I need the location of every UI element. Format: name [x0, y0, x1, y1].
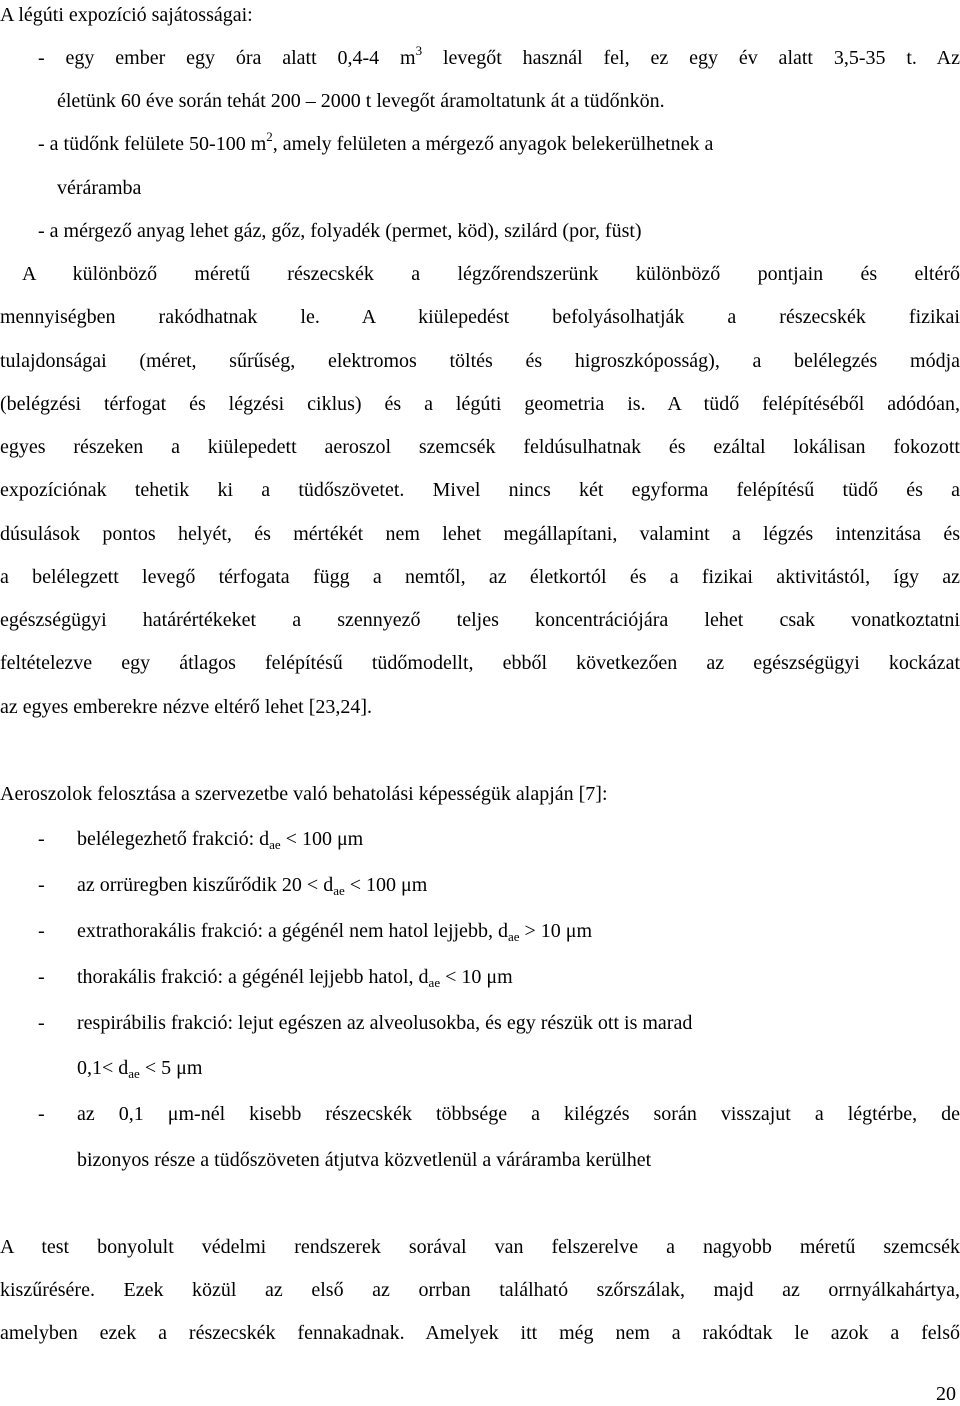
- paragraph1-line: (belégzési térfogat és légzési ciklus) és a légúti geometria is. A tüdő felépítéséből adódóan,: [0, 393, 960, 415]
- paragraph1-line: expozíciónak tehetik ki a tüdőszövetet. Mivel nincs két egyforma felépítésű tüdő és a: [0, 479, 960, 501]
- section-heading: A légúti expozíció sajátosságai:: [0, 4, 253, 26]
- intro-bullet-2-cont: véráramba: [57, 177, 142, 199]
- paragraph1-line: tulajdonságai (méret, sűrűség, elektromos töltés és higroszkóposság), a belélegzés módja: [0, 350, 960, 372]
- list-dash: -: [38, 966, 45, 988]
- paragraph1-line: egészségügyi határértékeket a szennyező teljes koncentrációjára lehet csak vonatkoztatni: [0, 609, 960, 631]
- document-page: A légúti expozíció sajátosságai: - egy ember egy óra alatt 0,4-4 $m^3$ levegőt használ fel, ez egy év alatt 3,5-35 t. Az életünk 60 éve során tehát 200 – 2000 t levegőt áramoltatunk át a tüdőnkön. - a tüdőnk felülete 50-100 $m^2$, amely felületen a mérgező anyagok belekerülhetnek a véráramba - a mérgező anyag lehet gáz, gőz, folyadék (permet, köd), szilárd (por, füst) A különböző méretű részecskék a légzőrendszerünk különböző pontjain és eltérő mennyiségben rakódhatnak le. A kiülepedést befolyásolhatják a részecskék fizikai tulajdonságai (méret, sűrűség, elektromos töltés és higroszkóposság), a belélegzés módja (belégzési térfogat és légzési ciklus) és a légúti geometria is. A tüdő felépítéséből adódóan, egyes részeken a kiülepedett aeroszol szemcsék feldúsulhatnak és ezáltal lokálisan fokozott expozíciónak tehetik ki a tüdőszövetet. Mivel nincs két egyforma felépítésű tüdő és a dúsulások pontos helyét, és mértékét nem lehet megállapítani, valamint a légzés intenzitása és a belélegzett levegő térfogata függ a nemtől, az életkortól és a fizikai aktivitástól, így az egészségügyi határértékeket a szennyező teljes koncentrációjára lehet csak vonatkoztatni feltételezve egy átlagos felépítésű tüdőmodellt, ebből következően az egészségügyi kockázat az egyes emberekre nézve eltérő lehet [23,24]. Aeroszolok felosztása a szervezetbe való behatolási képességük alapján [7]: - belélegezhető frakció: $d_{ae} < 100$ μm - az orrüregben kiszűrődik $20 < d_{ae} < 100$ μm - extrathorakális frakció: a gégénél nem hatol lejjebb, $d_{ae} > 10$ μm - thorakális frakció: a gégénél lejjebb hatol, $d_{ae} < 10$ μm - respirábilis frakció: lejut egészen az alveolusokba, és egy részük ott is marad $0,1< d_{ae} < 5$ μm - az 0,1 μm-nél kisebb részecskék többsége a kilégzés során visszajut a légtérbe, de bizonyos része a tüdőszöveten átjutva közvetlenül a váráramba kerülhet A test bonyolult védelmi rendszerek sorával van felszerelve a nagyobb méretű szemcsék kiszűrésére. Ezek közül az első az orrban található szőrszálak, majd az orrnyálkahártya, amelyben ezek a részecskék fennakadnak. Amelyek itt még nem a rakódtak le azok a felső 20: [0, 4, 960, 1405]
- intro-bullet-1: - egy ember egy óra alatt 0,4-4 $m^3$ levegőt használ fel, ez egy év alatt 3,5-35 t. Az: [38, 43, 960, 69]
- list-dash: -: [38, 828, 45, 850]
- paragraph2-line: kiszűrésére. Ezek közül az első az orrban található szőrszálak, majd az orrnyálkahártya,: [0, 1279, 960, 1301]
- paragraph2-line: A test bonyolult védelmi rendszerek sorával van felszerelve a nagyobb méretű szemcsék: [0, 1236, 960, 1258]
- paragraph2-line: amelyben ezek a részecskék fennakadnak. Amelyek itt még nem a rakódtak le azok a felső: [0, 1322, 960, 1344]
- paragraph1-line: a belélegzett levegő térfogata függ a nemtől, az életkortól és a fizikai aktivitástól, így az: [0, 566, 960, 588]
- paragraph1-line: egyes részeken a kiülepedett aeroszol szemcsék feldúsulhatnak és ezáltal lokálisan fokozott: [0, 436, 960, 458]
- intro-bullet-1-cont: életünk 60 éve során tehát 200 – 2000 t levegőt áramoltatunk át a tüdőnkön.: [57, 90, 665, 112]
- list-dash: -: [38, 1103, 45, 1125]
- intro-bullet-3: - a mérgező anyag lehet gáz, gőz, folyadék (permet, köd), szilárd (por, füst): [38, 220, 642, 242]
- page-number: 20: [936, 1383, 956, 1405]
- paragraph1-line: az egyes emberekre nézve eltérő lehet [23,24].: [0, 696, 373, 718]
- paragraph1-line: A különböző méretű részecskék a légzőrendszerünk különböző pontjain és eltérő: [22, 263, 960, 285]
- paragraph1-line: feltételezve egy átlagos felépítésű tüdőmodellt, ebből következően az egészségügyi kockázat: [0, 652, 960, 674]
- list-dash: -: [38, 1012, 45, 1034]
- paragraph1-line: dúsulások pontos helyét, és mértékét nem lehet megállapítani, valamint a légzés intenzitása és: [0, 523, 960, 545]
- list-dash: -: [38, 874, 45, 896]
- aerosol-heading: Aeroszolok felosztása a szervezetbe való behatolási képességük alapján [7]:: [0, 783, 608, 805]
- paragraph1-line: mennyiségben rakódhatnak le. A kiülepedést befolyásolhatják a részecskék fizikai: [0, 306, 960, 328]
- intro-bullet-2: - a tüdőnk felülete 50-100 $m^2$, amely felületen a mérgező anyagok belekerülhetnek a: [38, 129, 714, 155]
- list-dash: -: [38, 920, 45, 942]
